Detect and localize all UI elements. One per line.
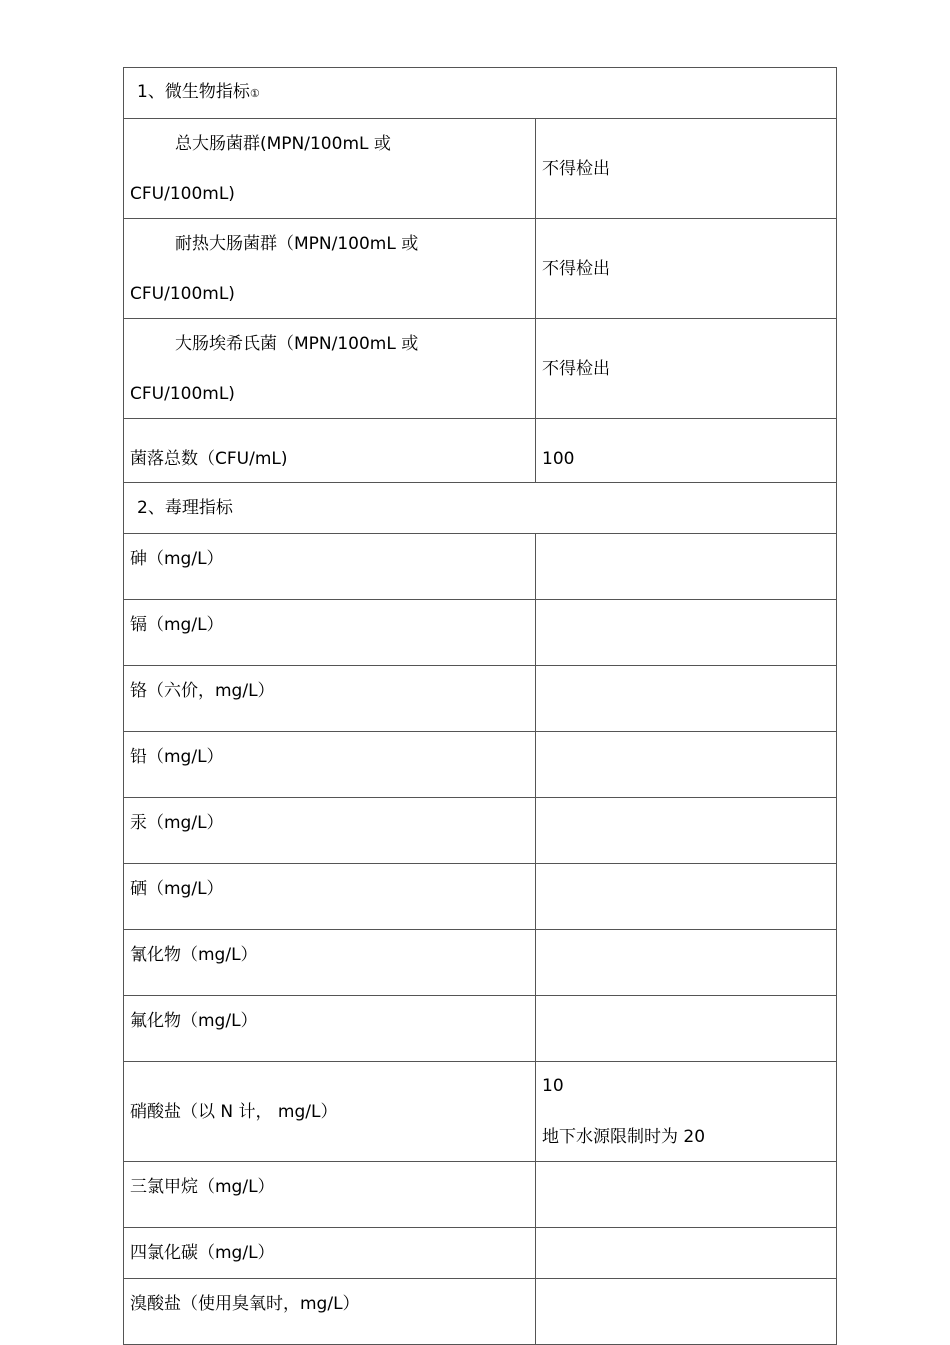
table-row [124, 666, 837, 732]
indicator-name: 氟化物（mg/L） [130, 1011, 258, 1031]
section-title: 2、毒理指标 [137, 498, 233, 518]
indicator-name-cell [124, 798, 536, 864]
table-row [124, 798, 837, 864]
table-row [124, 119, 837, 219]
indicator-name: 砷（mg/L） [130, 549, 224, 569]
indicator-name-cell [124, 1062, 536, 1162]
limit-value-cell [536, 319, 837, 419]
section-header-microbial [124, 68, 837, 119]
indicator-name: 四氯化碳（mg/L） [130, 1243, 275, 1263]
limit-value-cell [536, 798, 837, 864]
indicator-name-cell [124, 732, 536, 798]
indicator-name: 氰化物（mg/L） [130, 945, 258, 965]
section-title-cell [124, 68, 837, 119]
limit-value-cell [536, 600, 837, 666]
table-row [124, 930, 837, 996]
limit-value-cell [536, 1228, 837, 1279]
limit-value-cell [536, 119, 837, 219]
indicator-name: 三氯甲烷（mg/L） [130, 1177, 275, 1197]
limit-value: 不得检出 [542, 158, 610, 179]
limit-value-cell [536, 419, 837, 483]
limit-value-cell [536, 1062, 837, 1162]
table-row [124, 996, 837, 1062]
limit-value: 不得检出 [542, 258, 610, 279]
indicator-name-cont: CFU/100mL) [130, 183, 235, 204]
indicator-name: 总大肠菌群(MPN/100mL 或 [175, 133, 391, 154]
limit-value-cell [536, 732, 837, 798]
indicator-name-cell [124, 119, 536, 219]
indicator-name-cell [124, 219, 536, 319]
indicator-name-cell [124, 1228, 536, 1279]
indicator-name-cell [124, 319, 536, 419]
limit-value: 10 [542, 1076, 564, 1096]
indicator-name: 铬（六价，mg/L） [130, 681, 275, 701]
indicator-name: 汞（mg/L） [130, 813, 224, 833]
table-row [124, 219, 837, 319]
indicator-name-cell [124, 600, 536, 666]
indicator-name: 镉（mg/L） [130, 615, 224, 635]
limit-value-cell [536, 930, 837, 996]
indicator-name-cell [124, 864, 536, 930]
limit-value: 不得检出 [542, 358, 610, 379]
indicator-name: 硝酸盐（以 N 计， mg/L） [130, 1101, 338, 1122]
indicator-name-cell [124, 1162, 536, 1228]
table-row [124, 1228, 837, 1279]
footnote-marker: ① [249, 87, 260, 100]
table-row [124, 319, 837, 419]
indicator-name-cell [124, 996, 536, 1062]
table-row [124, 1279, 837, 1345]
table-row [124, 534, 837, 600]
table-row [124, 732, 837, 798]
section-header-toxicology [124, 483, 837, 534]
indicator-name: 耐热大肠菌群（MPN/100mL 或 [175, 233, 419, 254]
indicator-name: 菌落总数（CFU/mL) [130, 449, 288, 469]
section-title-cell [124, 483, 837, 534]
indicator-name-cell [124, 534, 536, 600]
limit-value-cell [536, 534, 837, 600]
indicator-name-cell [124, 1279, 536, 1345]
limit-value-cell [536, 1162, 837, 1228]
table-row [124, 864, 837, 930]
indicator-name-cell [124, 930, 536, 996]
table-row [124, 1062, 837, 1162]
indicator-name: 大肠埃希氏菌（MPN/100mL 或 [175, 333, 419, 354]
water-quality-table [123, 67, 837, 1345]
table-row [124, 1162, 837, 1228]
limit-value-cell [536, 864, 837, 930]
indicator-name: 铅（mg/L） [130, 747, 224, 767]
limit-value-cell [536, 666, 837, 732]
section-title: 1、微生物指标 [137, 82, 250, 102]
limit-value-cell [536, 1279, 837, 1345]
indicator-name-cont: CFU/100mL) [130, 383, 235, 404]
limit-value-cell [536, 219, 837, 319]
indicator-name: 溴酸盐（使用臭氧时，mg/L） [130, 1294, 360, 1314]
limit-value-cell [536, 996, 837, 1062]
table-row [124, 419, 837, 483]
table-row [124, 600, 837, 666]
indicator-name: 硒（mg/L） [130, 879, 224, 899]
indicator-name-cont: CFU/100mL) [130, 283, 235, 304]
indicator-name-cell [124, 666, 536, 732]
limit-value-note: 地下水源限制时为 20 [542, 1127, 706, 1147]
limit-value: 100 [542, 449, 575, 469]
indicator-name-cell [124, 419, 536, 483]
